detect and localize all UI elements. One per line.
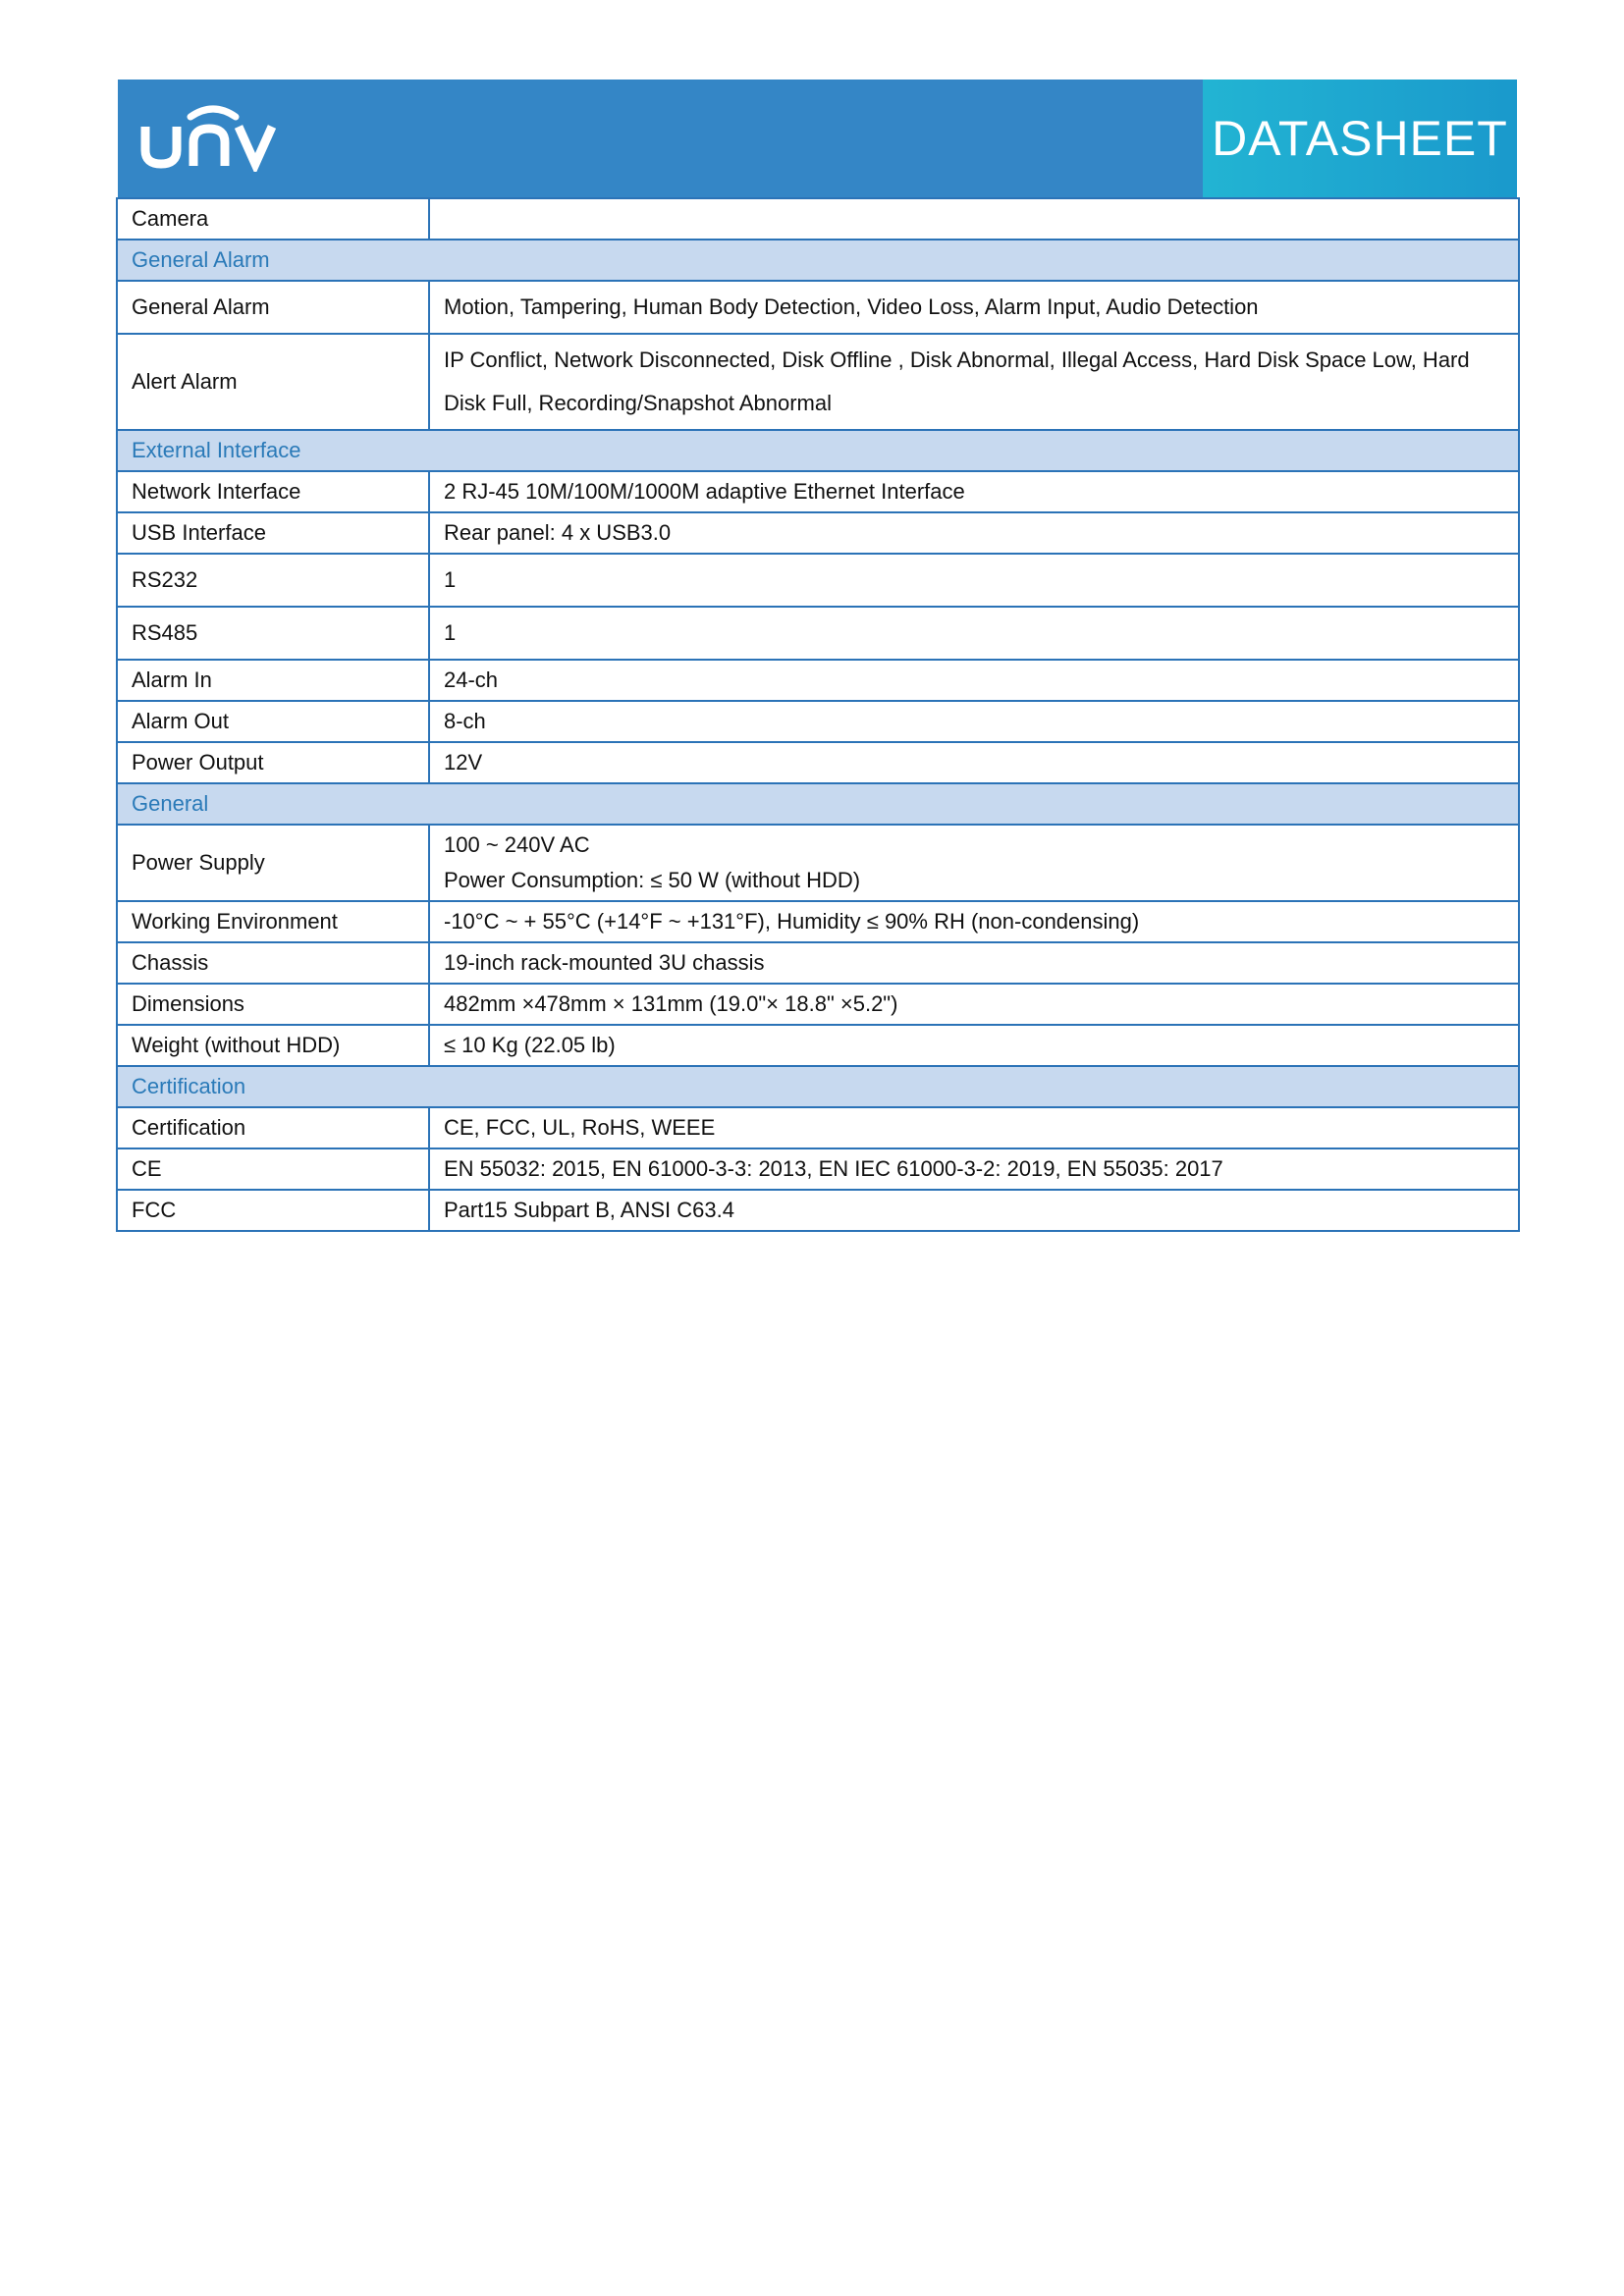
section-title: General xyxy=(117,783,1519,825)
row-label: Power Output xyxy=(117,742,429,783)
row-label: Camera xyxy=(117,198,429,240)
table-row xyxy=(117,1148,1519,1190)
unv-logo xyxy=(118,80,287,197)
row-value: 8-ch xyxy=(429,701,1519,742)
row-label: RS232 xyxy=(117,554,429,607)
row-label: Alert Alarm xyxy=(117,334,429,430)
table-row xyxy=(117,554,1519,607)
section-title: General Alarm xyxy=(117,240,1519,281)
row-label: CE xyxy=(117,1148,429,1190)
table-row xyxy=(117,1025,1519,1066)
value-line: IP Conflict, Network Disconnected, Disk Offline , Disk Abnormal, Illegal Access, Hard Disk Space Low, Hard xyxy=(444,347,1470,372)
row-label: Weight (without HDD) xyxy=(117,1025,429,1066)
row-label: Chassis xyxy=(117,942,429,984)
row-value: 2 RJ-45 10M/100M/1000M adaptive Ethernet Interface xyxy=(429,471,1519,512)
row-value xyxy=(429,198,1519,240)
row-value: 24-ch xyxy=(429,660,1519,701)
row-label: General Alarm xyxy=(117,281,429,334)
table-row xyxy=(117,701,1519,742)
row-value: Part15 Subpart B, ANSI C63.4 xyxy=(429,1190,1519,1231)
row-label: Alarm Out xyxy=(117,701,429,742)
row-value: 12V xyxy=(429,742,1519,783)
row-label: Working Environment xyxy=(117,901,429,942)
spec-table xyxy=(116,197,1520,1232)
table-row xyxy=(117,512,1519,554)
table-row xyxy=(117,742,1519,783)
section-external-interface xyxy=(117,430,1519,471)
row-value: EN 55032: 2015, EN 61000-3-3: 2013, EN IEC 61000-3-2: 2019, EN 55035: 2017 xyxy=(429,1148,1519,1190)
row-value: Rear panel: 4 x USB3.0 xyxy=(429,512,1519,554)
table-row xyxy=(117,825,1519,901)
row-label: Alarm In xyxy=(117,660,429,701)
row-value: -10°C ~ + 55°C (+14°F ~ +131°F), Humidity ≤ 90% RH (non-condensing) xyxy=(429,901,1519,942)
table-row xyxy=(117,334,1519,430)
row-label: RS485 xyxy=(117,607,429,660)
value-line: Disk Full, Recording/Snapshot Abnormal xyxy=(444,391,832,415)
row-value: 19-inch rack-mounted 3U chassis xyxy=(429,942,1519,984)
table-row xyxy=(117,281,1519,334)
row-value: 482mm ×478mm × 131mm (19.0"× 18.8" ×5.2") xyxy=(429,984,1519,1025)
row-value: CE, FCC, UL, RoHS, WEEE xyxy=(429,1107,1519,1148)
section-general xyxy=(117,783,1519,825)
section-title: Certification xyxy=(117,1066,1519,1107)
section-general-alarm xyxy=(117,240,1519,281)
section-title: External Interface xyxy=(117,430,1519,471)
table-row xyxy=(117,1107,1519,1148)
table-row xyxy=(117,1190,1519,1231)
row-value xyxy=(429,825,1519,901)
row-value: 1 xyxy=(429,607,1519,660)
row-label: Certification xyxy=(117,1107,429,1148)
table-row xyxy=(117,901,1519,942)
unv-logo-icon xyxy=(139,103,287,172)
value-line: 100 ~ 240V AC xyxy=(444,832,590,857)
header-banner xyxy=(118,80,1517,197)
row-value: 1 xyxy=(429,554,1519,607)
row-label: Dimensions xyxy=(117,984,429,1025)
section-certification xyxy=(117,1066,1519,1107)
row-label: Network Interface xyxy=(117,471,429,512)
row-value: ≤ 10 Kg (22.05 lb) xyxy=(429,1025,1519,1066)
row-label: USB Interface xyxy=(117,512,429,554)
row-value xyxy=(429,334,1519,430)
value-line: Power Consumption: ≤ 50 W (without HDD) xyxy=(444,868,861,892)
table-row xyxy=(117,471,1519,512)
datasheet-badge: DATASHEET xyxy=(1203,80,1517,197)
table-row xyxy=(117,607,1519,660)
row-label: FCC xyxy=(117,1190,429,1231)
table-row xyxy=(117,660,1519,701)
table-row xyxy=(117,984,1519,1025)
row-value: Motion, Tampering, Human Body Detection, Video Loss, Alarm Input, Audio Detection xyxy=(429,281,1519,334)
row-label: Power Supply xyxy=(117,825,429,901)
table-row xyxy=(117,198,1519,240)
table-row xyxy=(117,942,1519,984)
